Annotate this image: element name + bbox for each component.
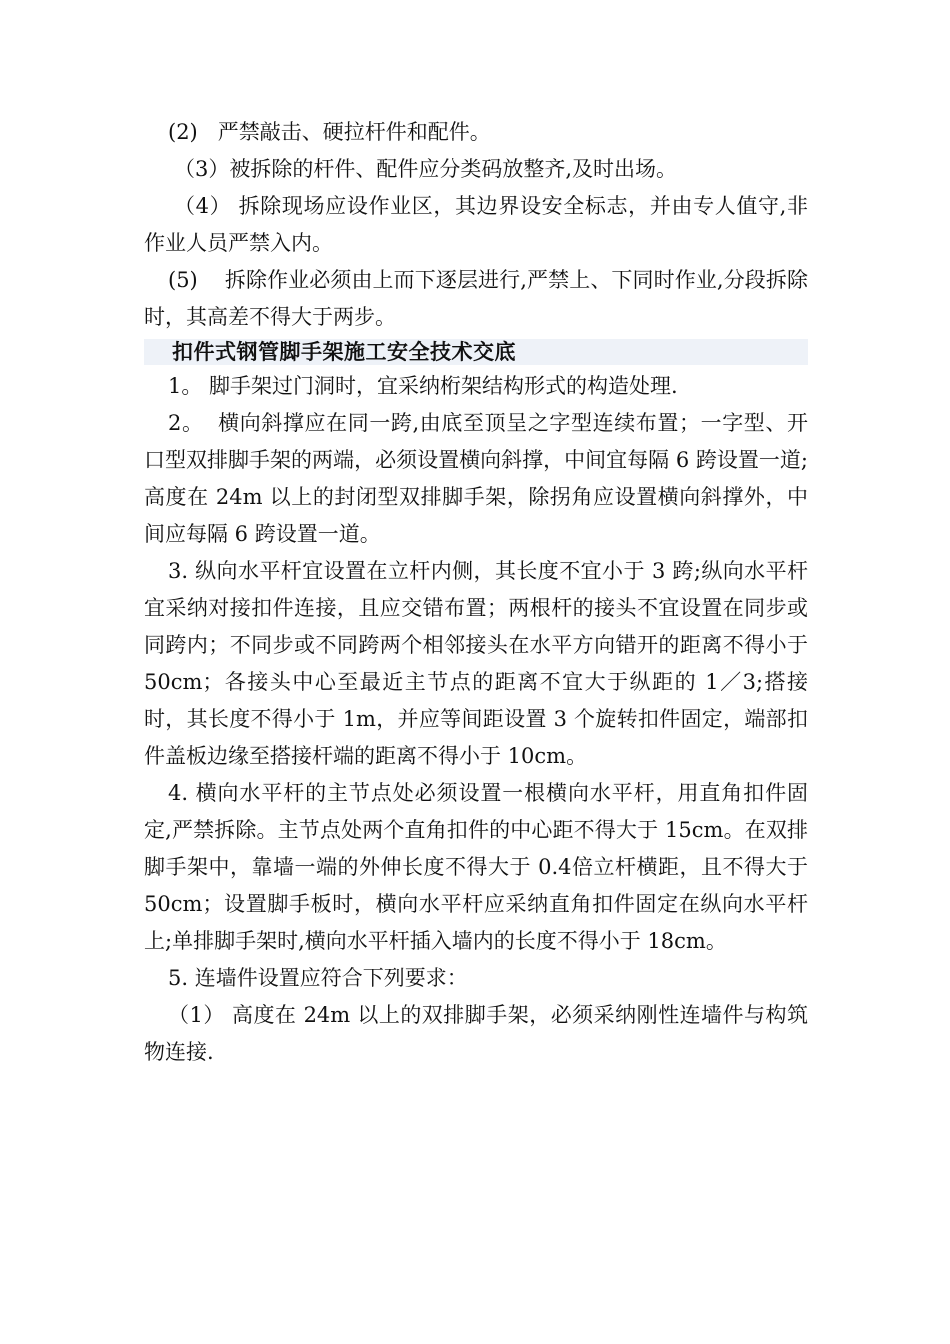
paragraph-item-5: (5) 拆除作业必须由上而下逐层进行,严禁上、下同时作业,分段拆除时，其高差不得大于两步。 [144,268,808,329]
paragraph-point-1: 1。 脚手架过门洞时，宜采纳桁架结构形式的构造处理. [168,374,678,398]
paragraph-item-3: （3）被拆除的杆件、配件应分类码放整齐,及时出场。 [174,157,678,181]
paragraph-item-4: （4） 拆除现场应设作业区，其边界设安全标志，并由专人值守,非作业人员严禁入内。 [144,194,808,255]
document-page [144,114,815,1071]
paragraph-item-2: (2) 严禁敲击、硬拉杆件和配件。 [168,120,491,144]
paragraph-point-5: 5. 连墙件设置应符合下列要求： [168,966,468,990]
section-heading: 扣件式钢管脚手架施工安全技术交底 [144,339,808,365]
paragraph-subpoint-1: （1） 高度在 24m 以上的双排脚手架，必须采纳刚性连墙件与构筑物连接. [144,1003,808,1064]
paragraph-point-2: 2。 横向斜撑应在同一跨,由底至顶呈之字型连续布置；一字型、开口型双排脚手架的两端，必须设置横向斜撑，中间宜每隔 6 跨设置一道;高度在 24m 以上的封闭型双排脚手架，除拐角应设置横向斜撑外，中间应每隔 6 跨设置一道。 [144,411,808,546]
paragraph-point-3: 3. 纵向水平杆宜设置在立杆内侧，其长度不宜小于 3 跨;纵向水平杆宜采纳对接扣件连接，且应交错布置；两根杆的接头不宜设置在同步或同跨内；不同步或不同跨两个相邻接头在水平方向错开的距离不得小于 50cm；各接头中心至最近主节点的距离不宜大于纵距的 1／3;搭接时，其长度不得小于 1m，并应等间距设置 3 个旋转扣件固定，端部扣件盖板边缘至搭接杆端的距离不得小于 10cm。 [144,559,815,768]
paragraph-point-4: 4. 横向水平杆的主节点处必须设置一根横向水平杆，用直角扣件固定,严禁拆除。主节点处两个直角扣件的中心距不得大于 15cm。在双排脚手架中，靠墙一端的外伸长度不得大于 0.4倍立杆横距，且不得大于 50cm；设置脚手板时，横向水平杆应采纳直角扣件固定在纵向水平杆上;单排脚手架时,横向水平杆插入墙内的长度不得小于 18cm。 [144,781,815,953]
